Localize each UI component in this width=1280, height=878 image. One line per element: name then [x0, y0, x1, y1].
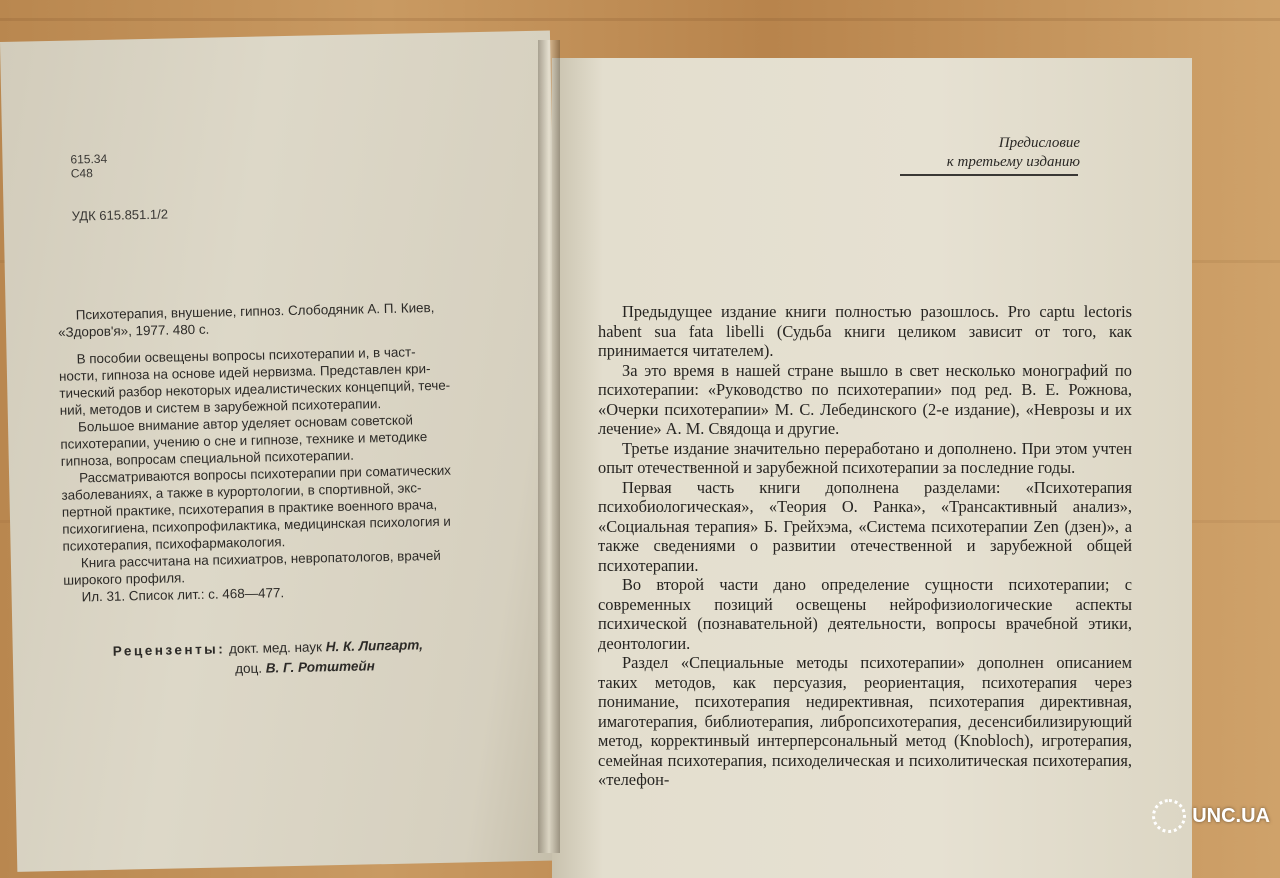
preface-paragraph: Во второй части дано определение сущности психотерапии; с современных позиций освещены нейрофизиологические аспекты психической (познавательной) деятельности, вопросы врачебной этики, деонтологии. — [598, 575, 1132, 653]
annotation-line: психогигиена, психопрофилактика, медицинская психология и — [62, 513, 451, 537]
reviewer1-name: Н. К. Липгарт, — [325, 637, 424, 655]
heading-underline — [900, 174, 1078, 176]
classification-number: 615.34 — [70, 151, 108, 167]
preface-paragraph: Раздел «Специальные методы психотерапии» дополнен описанием таких методов, как персуазия, реориентация, психотерапия через понимание, психотерапия недирективная, психотерапия директивная, имаготерапия, библиотерапия, либропсихотерапия, десенсибилизирующий метод, корректинвый интерперсональный метод (Knobloch), игротерапия, семейная психотерапия, психоделическая и психолитическая психотерапия, «телефон- — [598, 653, 1132, 789]
annotation-line: Большое внимание автор уделяет основам советской — [77, 412, 413, 435]
right-page — [552, 58, 1192, 878]
book-gutter — [538, 40, 560, 853]
reviewer1-title: докт. мед. наук — [228, 639, 323, 657]
annotation-line: В пособии освещены вопросы психотерапии и, в част- — [76, 344, 416, 367]
preface-paragraph: За это время в нашей стране вышло в свет несколько монографий по психотерапии: «Руководство по психотерапии» под ред. В. Е. Рожнова, «Очерки психотерапии» М. С. Лебединского (2-е издание), «Неврозы и их лечение» А. М. Свядоща и другие. — [598, 360, 1132, 438]
preface-paragraph: Предыдущее издание книги полностью разошлось. Pro captu lectoris habent sua fata libelli (Судьба книги целиком зависит от того, как принимается читателем). — [598, 302, 1132, 360]
reviewers-label: Рецензенты: — [112, 641, 226, 659]
annotation-line: Психотерапия, внушение, гипноз. Слободяник А. П. Киев, — [75, 299, 435, 323]
reviewer2-title: доц. — [235, 660, 263, 677]
annotation-line: заболеваниях, а также в курортологии, в спортивной, экс- — [61, 480, 422, 503]
classification-code: С48 — [70, 166, 93, 181]
annotation-line: ний, методов и систем в зарубежной психотерапии. — [59, 396, 382, 418]
annotation-block — [58, 298, 484, 606]
udk-code: УДК 615.851.1/2 — [71, 206, 169, 224]
annotation-line: ности, гипноза на основе идей нервизма. Представлен кри- — [58, 361, 431, 384]
preface-body — [598, 302, 1132, 790]
preface-paragraph: Первая часть книги дополнена разделами: «Психотерапия психобиологическая», «Теория О. Ранка», «Трансактивный анализ», «Социальная терапия» Б. Грейхэма, «Система психотерапии Zen (дзен)», а также сведениями о развитии отечественной и зарубежной общей психотерапии. — [598, 477, 1132, 575]
watermark-text: UNC.UA — [1192, 804, 1270, 827]
heading-line-2: к третьему изданию — [946, 154, 1080, 170]
annotation-line: «Здоров'я», 1977. 480 с. — [57, 321, 210, 340]
annotation-line: Книга рассчитана на психиатров, невропатологов, врачей — [80, 547, 441, 571]
preface-paragraph: Третье издание значительно переработано и дополнено. При этом учтен опыт отечественной и зарубежной психотерапии за последние годы. — [598, 438, 1132, 477]
reviewers-block — [113, 633, 534, 682]
annotation-line: психотерапия, психофармакология. — [62, 534, 286, 554]
annotation-line: пертной практике, психотерапия в практике военного врача, — [61, 496, 438, 520]
preface-heading — [947, 134, 1080, 172]
left-page — [0, 30, 567, 871]
annotation-line: гипноза, вопросам специальной психотерапии. — [60, 447, 355, 469]
watermark — [1152, 799, 1270, 833]
annotation-line: Ил. 31. Список лит.: с. 468—477. — [81, 585, 285, 605]
heading-line-1: Предисловие — [998, 135, 1080, 151]
annotation-line: Рассматриваются вопросы психотерапии при соматических — [78, 462, 452, 486]
sun-logo-icon — [1152, 799, 1186, 833]
annotation-line: психотерапии, учению о сне и гипнозе, технике и методике — [60, 429, 428, 452]
reviewer2-name: В. Г. Ротштейн — [265, 658, 375, 676]
annotation-line: тический разбор некоторых идеалистических концепций, тече- — [59, 377, 451, 401]
annotation-line: широкого профиля. — [63, 570, 186, 588]
